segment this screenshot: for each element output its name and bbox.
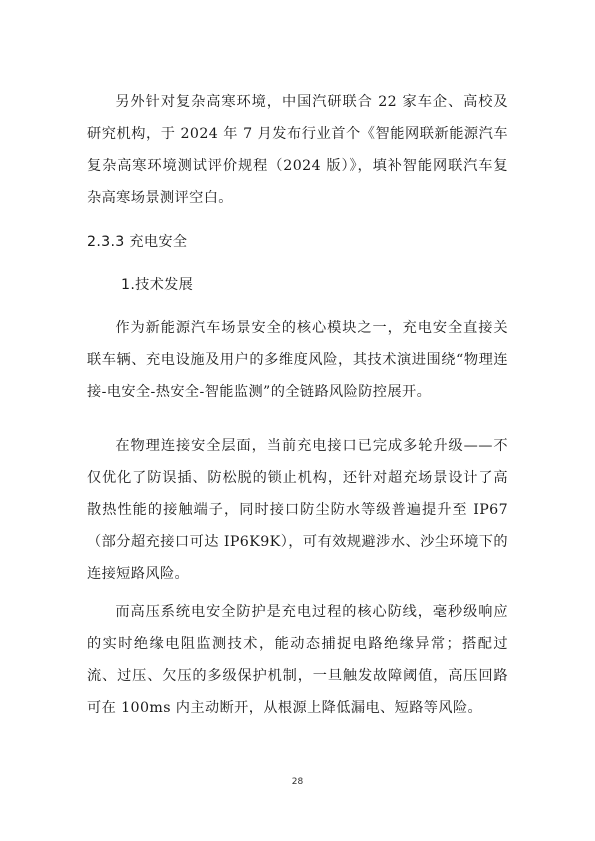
section-heading: 2.3.3 充电安全 [87, 234, 188, 250]
paragraph-charging-overview: 作为新能源汽车场景安全的核心模块之一，充电安全直接关联车辆、充电设施及用户的多维度风险，其技术演进围绕“物理连接-电安全-热安全-智能监测”的全链路风险防控展开。 [87, 320, 508, 400]
paragraph-physical-connection: 在物理连接安全层面，当前充电接口已完成多轮升级——不仅优化了防误插、防松脱的锁止机构，还针对超充场景设计了高散热性能的接触端子，同时接口防尘防水等级普遍提升至 IP67（部分超充接口可达 IP6K9K），可有效规避涉水、沙尘环境下的连接短路风险。 [87, 438, 508, 582]
paragraph-electrical-safety: 而高压系统电安全防护是充电过程的核心防线，毫秒级响应的实时绝缘电阻监测技术，能动态捕捉电路绝缘异常；搭配过流、过压、欠压的多级保护机制，一旦触发故障阈值，高压回路可在 100ms 内主动断开，从根源上降低漏电、短路等风险。 [87, 604, 508, 716]
page-number: 28 [291, 777, 304, 787]
subsection-heading: 1.技术发展 [121, 277, 194, 293]
paragraph-cold-environment: 另外针对复杂高寒环境，中国汽研联合 22 家车企、高校及研究机构，于 2024 年 7 月发布行业首个《智能网联新能源汽车复杂高寒环境测试评价规程（2024 版）》，填补智能网联汽车复杂高寒场景测评空白。 [87, 94, 508, 206]
